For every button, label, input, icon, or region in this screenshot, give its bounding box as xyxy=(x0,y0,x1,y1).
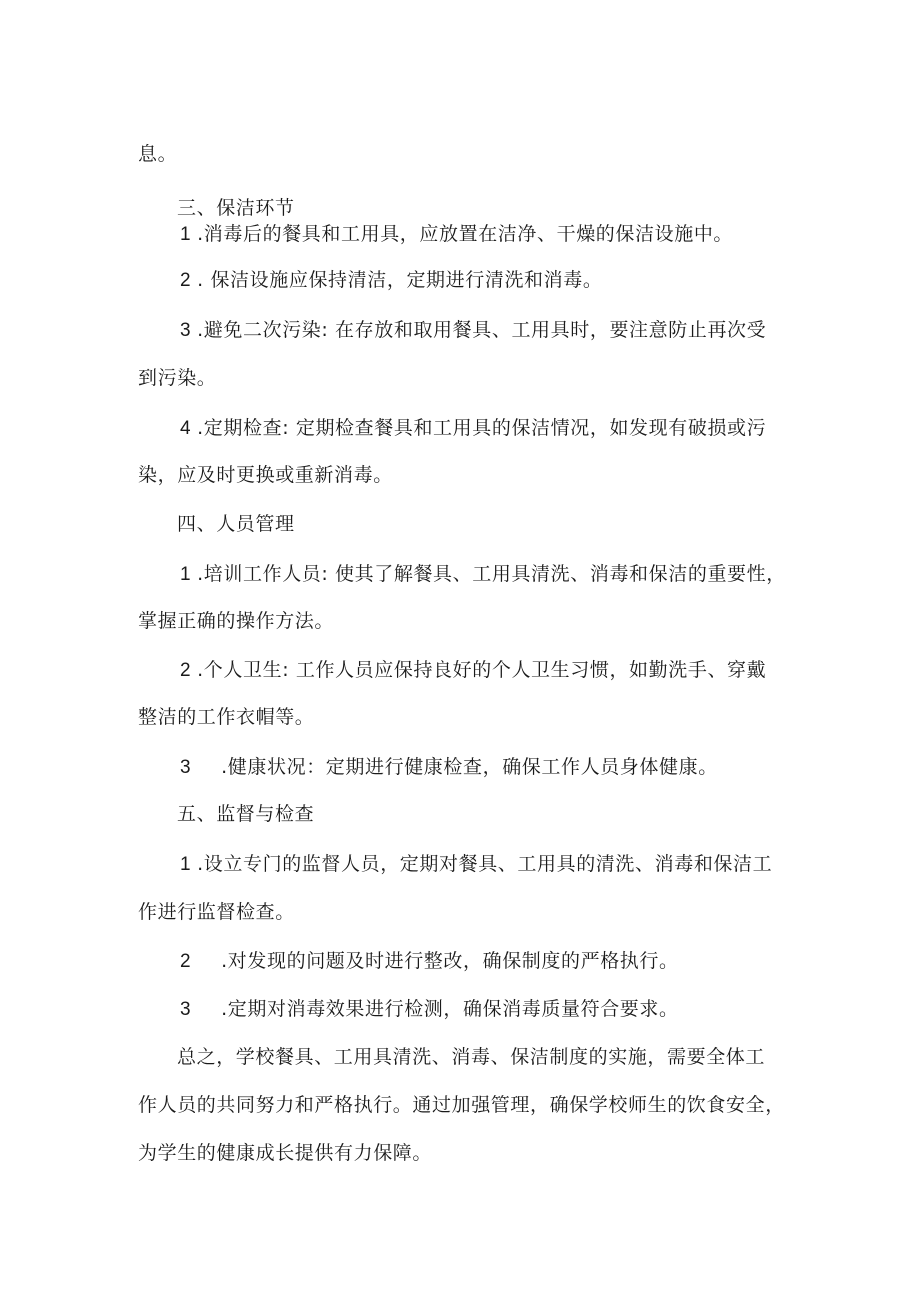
item-text: .避免二次污染: 在存放和取用餐具、工用具时，要注意防止再次受 xyxy=(197,319,767,341)
item-number: 1 xyxy=(180,564,192,585)
item-number: 4 xyxy=(180,418,192,439)
section-heading: 四、人员管理 xyxy=(177,513,295,535)
list-item xyxy=(180,658,766,683)
section-heading: 五、监督与检查 xyxy=(177,803,315,825)
list-item xyxy=(180,562,786,587)
item-number: 3 xyxy=(180,320,192,341)
list-item xyxy=(180,416,766,441)
list-item xyxy=(180,852,772,877)
list-item xyxy=(180,268,602,293)
item-text: .消毒后的餐具和工用具，应放置在洁净、干燥的保洁设施中。 xyxy=(197,223,734,245)
item-text: .个人卫生: 工作人员应保持良好的个人卫生习惯，如勤洗手、穿戴 xyxy=(197,659,767,681)
list-item-continuation: 掌握正确的操作方法。 xyxy=(138,610,335,632)
list-item xyxy=(180,755,718,780)
item-number: 2 xyxy=(180,660,192,681)
list-item xyxy=(180,222,733,247)
conclusion-line: 为学生的健康成长提供有力保障。 xyxy=(138,1142,433,1164)
item-text: .对发现的问题及时进行整改，确保制度的严格执行。 xyxy=(221,950,679,972)
item-text: .定期对消毒效果进行检测，确保消毒质量符合要求。 xyxy=(221,998,679,1020)
item-text: .定期检查: 定期检查餐具和工用具的保洁情况，如发现有破损或污 xyxy=(197,417,767,439)
item-number: 2 xyxy=(180,951,192,972)
item-text: .健康状况：定期进行健康检查，确保工作人员身体健康。 xyxy=(221,756,718,778)
item-text: . 保洁设施应保持清洁，定期进行清洗和消毒。 xyxy=(197,269,603,291)
item-number: 3 xyxy=(180,999,192,1020)
item-number: 1 xyxy=(180,224,192,245)
item-text: .设立专门的监督人员，定期对餐具、工用具的清洗、消毒和保洁工 xyxy=(197,853,773,875)
list-item xyxy=(180,949,679,974)
conclusion-line: 总之，学校餐具、工用具清洗、消毒、保洁制度的实施，需要全体工 xyxy=(177,1046,766,1068)
item-number: 2 xyxy=(180,270,192,291)
list-item-continuation: 作进行监督检查。 xyxy=(138,901,295,923)
conclusion-line: 作人员的共同努力和严格执行。通过加强管理，确保学校师生的饮食安全， xyxy=(138,1094,785,1116)
list-item-continuation: 到污染。 xyxy=(138,367,217,389)
list-item xyxy=(180,997,679,1022)
paragraph-line: 息。 xyxy=(138,143,178,165)
item-text: .培训工作人员: 使其了解餐具、工用具清洗、消毒和保洁的重要性， xyxy=(197,563,786,585)
section-heading: 三、保洁环节 xyxy=(177,197,295,219)
item-number: 1 xyxy=(180,854,192,875)
list-item xyxy=(180,318,766,343)
item-number: 3 xyxy=(180,757,192,778)
list-item-continuation: 染，应及时更换或重新消毒。 xyxy=(138,464,393,486)
list-item-continuation: 整洁的工作衣帽等。 xyxy=(138,706,315,728)
